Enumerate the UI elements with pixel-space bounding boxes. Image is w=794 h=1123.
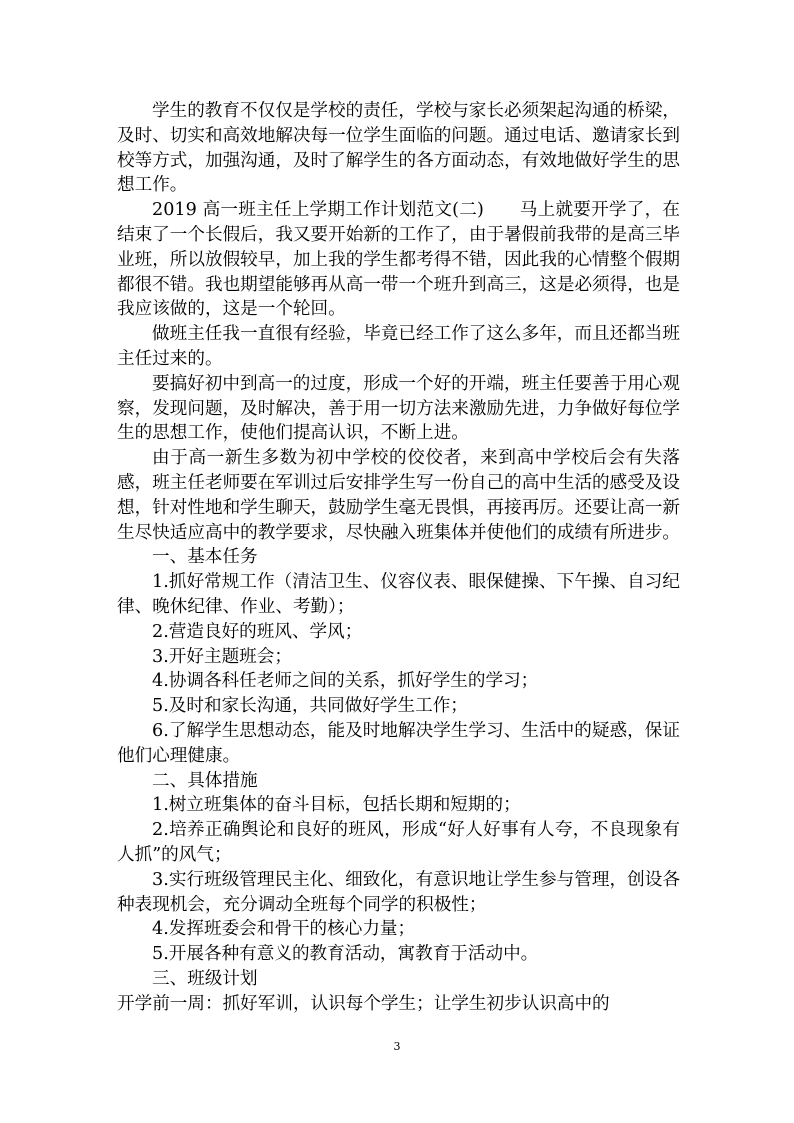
paragraph-new-students: 由于高一新生多数为初中学校的佼佼者，来到高中学校后会有失落感，班主任老师要在军训过后安排学生写一份自己的高中生活的感受及设想，针对性地和学生聊天，鼓励学生毫无畏惧，再接再厉。还要让高一新生尽快适应高中的教学要求，尽快融入班集体并使他们的成绩有所进步。 xyxy=(117,448,681,543)
measure-item-3: 3.实行班级管理民主化、细致化，有意识地让学生参与管理，创设各种表现机会，充分调动全班每个同学的积极性； xyxy=(117,869,680,915)
page-number: 3 xyxy=(393,1040,401,1053)
section-heading-class-plan: 三、班级计划 xyxy=(152,968,258,989)
section-heading-basic-tasks: 一、基本任务 xyxy=(152,547,258,568)
paragraph-transition: 要搞好初中到高一的过度，形成一个好的开端，班主任要善于用心观察，发现问题，及时解决，善于用一切方法来激励先进，力争做好每位学生的思想工作，使他们提高认识，不断上进。 xyxy=(117,373,681,444)
task-item-2: 2.营造良好的班风、学风； xyxy=(152,621,363,642)
measure-item-1: 1.树立班集体的奋斗目标，包括长期和短期的； xyxy=(152,795,521,816)
measure-item-2: 2.培养正确舆论和良好的班风，形成“好人好事有人夸，不良现象有人抓”的风气； xyxy=(117,820,680,865)
task-item-3: 3.开好主题班会； xyxy=(152,646,292,667)
measure-item-5: 5.开展各种有意义的教育活动，寓教育于活动中。 xyxy=(152,944,539,965)
paragraph-experience: 做班主任我一直很有经验，毕竟已经工作了这么多年，而且还都当班主任过来的。 xyxy=(117,324,680,369)
measure-item-4: 4.发挥班委会和骨干的核心力量； xyxy=(152,919,416,940)
paragraph-parent-communication: 学生的教育不仅仅是学校的责任，学校与家长必须架起沟通的桥梁，及时、切实和高效地解决每一位学生面临的问题。通过电话、邀请家长到校等方式，加强沟通，及时了解学生的各方面动态，有效地做好学生的思想工作。 xyxy=(117,101,681,196)
task-item-6: 6.了解学生思想动态，能及时地解决学生学习、生活中的疑惑，保证他们心理健康。 xyxy=(117,720,680,766)
document-body xyxy=(117,99,680,1016)
paragraph-plan-title-intro: 2019 高一班主任上学期工作计划范文(二) 马上就要开学了，在结束了一个长假后，我又要开始新的工作了，由于暑假前我带的是高三毕业班，所以放假较早，加上我的学生都考得不错，因此我的心情整个假期都很不错。我也期望能够再从高一带一个班升到高三，这是必须得，也是我应该做的，这是一个轮回。 xyxy=(117,200,681,320)
task-item-1: 1.抓好常规工作（清洁卫生、仪容仪表、眼保健操、下午操、自习纪律、晚休纪律、作业、考勤）； xyxy=(117,572,680,617)
section-heading-measures: 二、具体措施 xyxy=(152,770,258,791)
plan-week-before-start: 开学前一周：抓好军训，认识每个学生；让学生初步认识高中的 xyxy=(117,993,610,1014)
task-item-5: 5.及时和家长沟通，共同做好学生工作； xyxy=(152,696,468,717)
task-item-4: 4.协调各科任老师之间的关系，抓好学生的学习； xyxy=(152,671,539,692)
